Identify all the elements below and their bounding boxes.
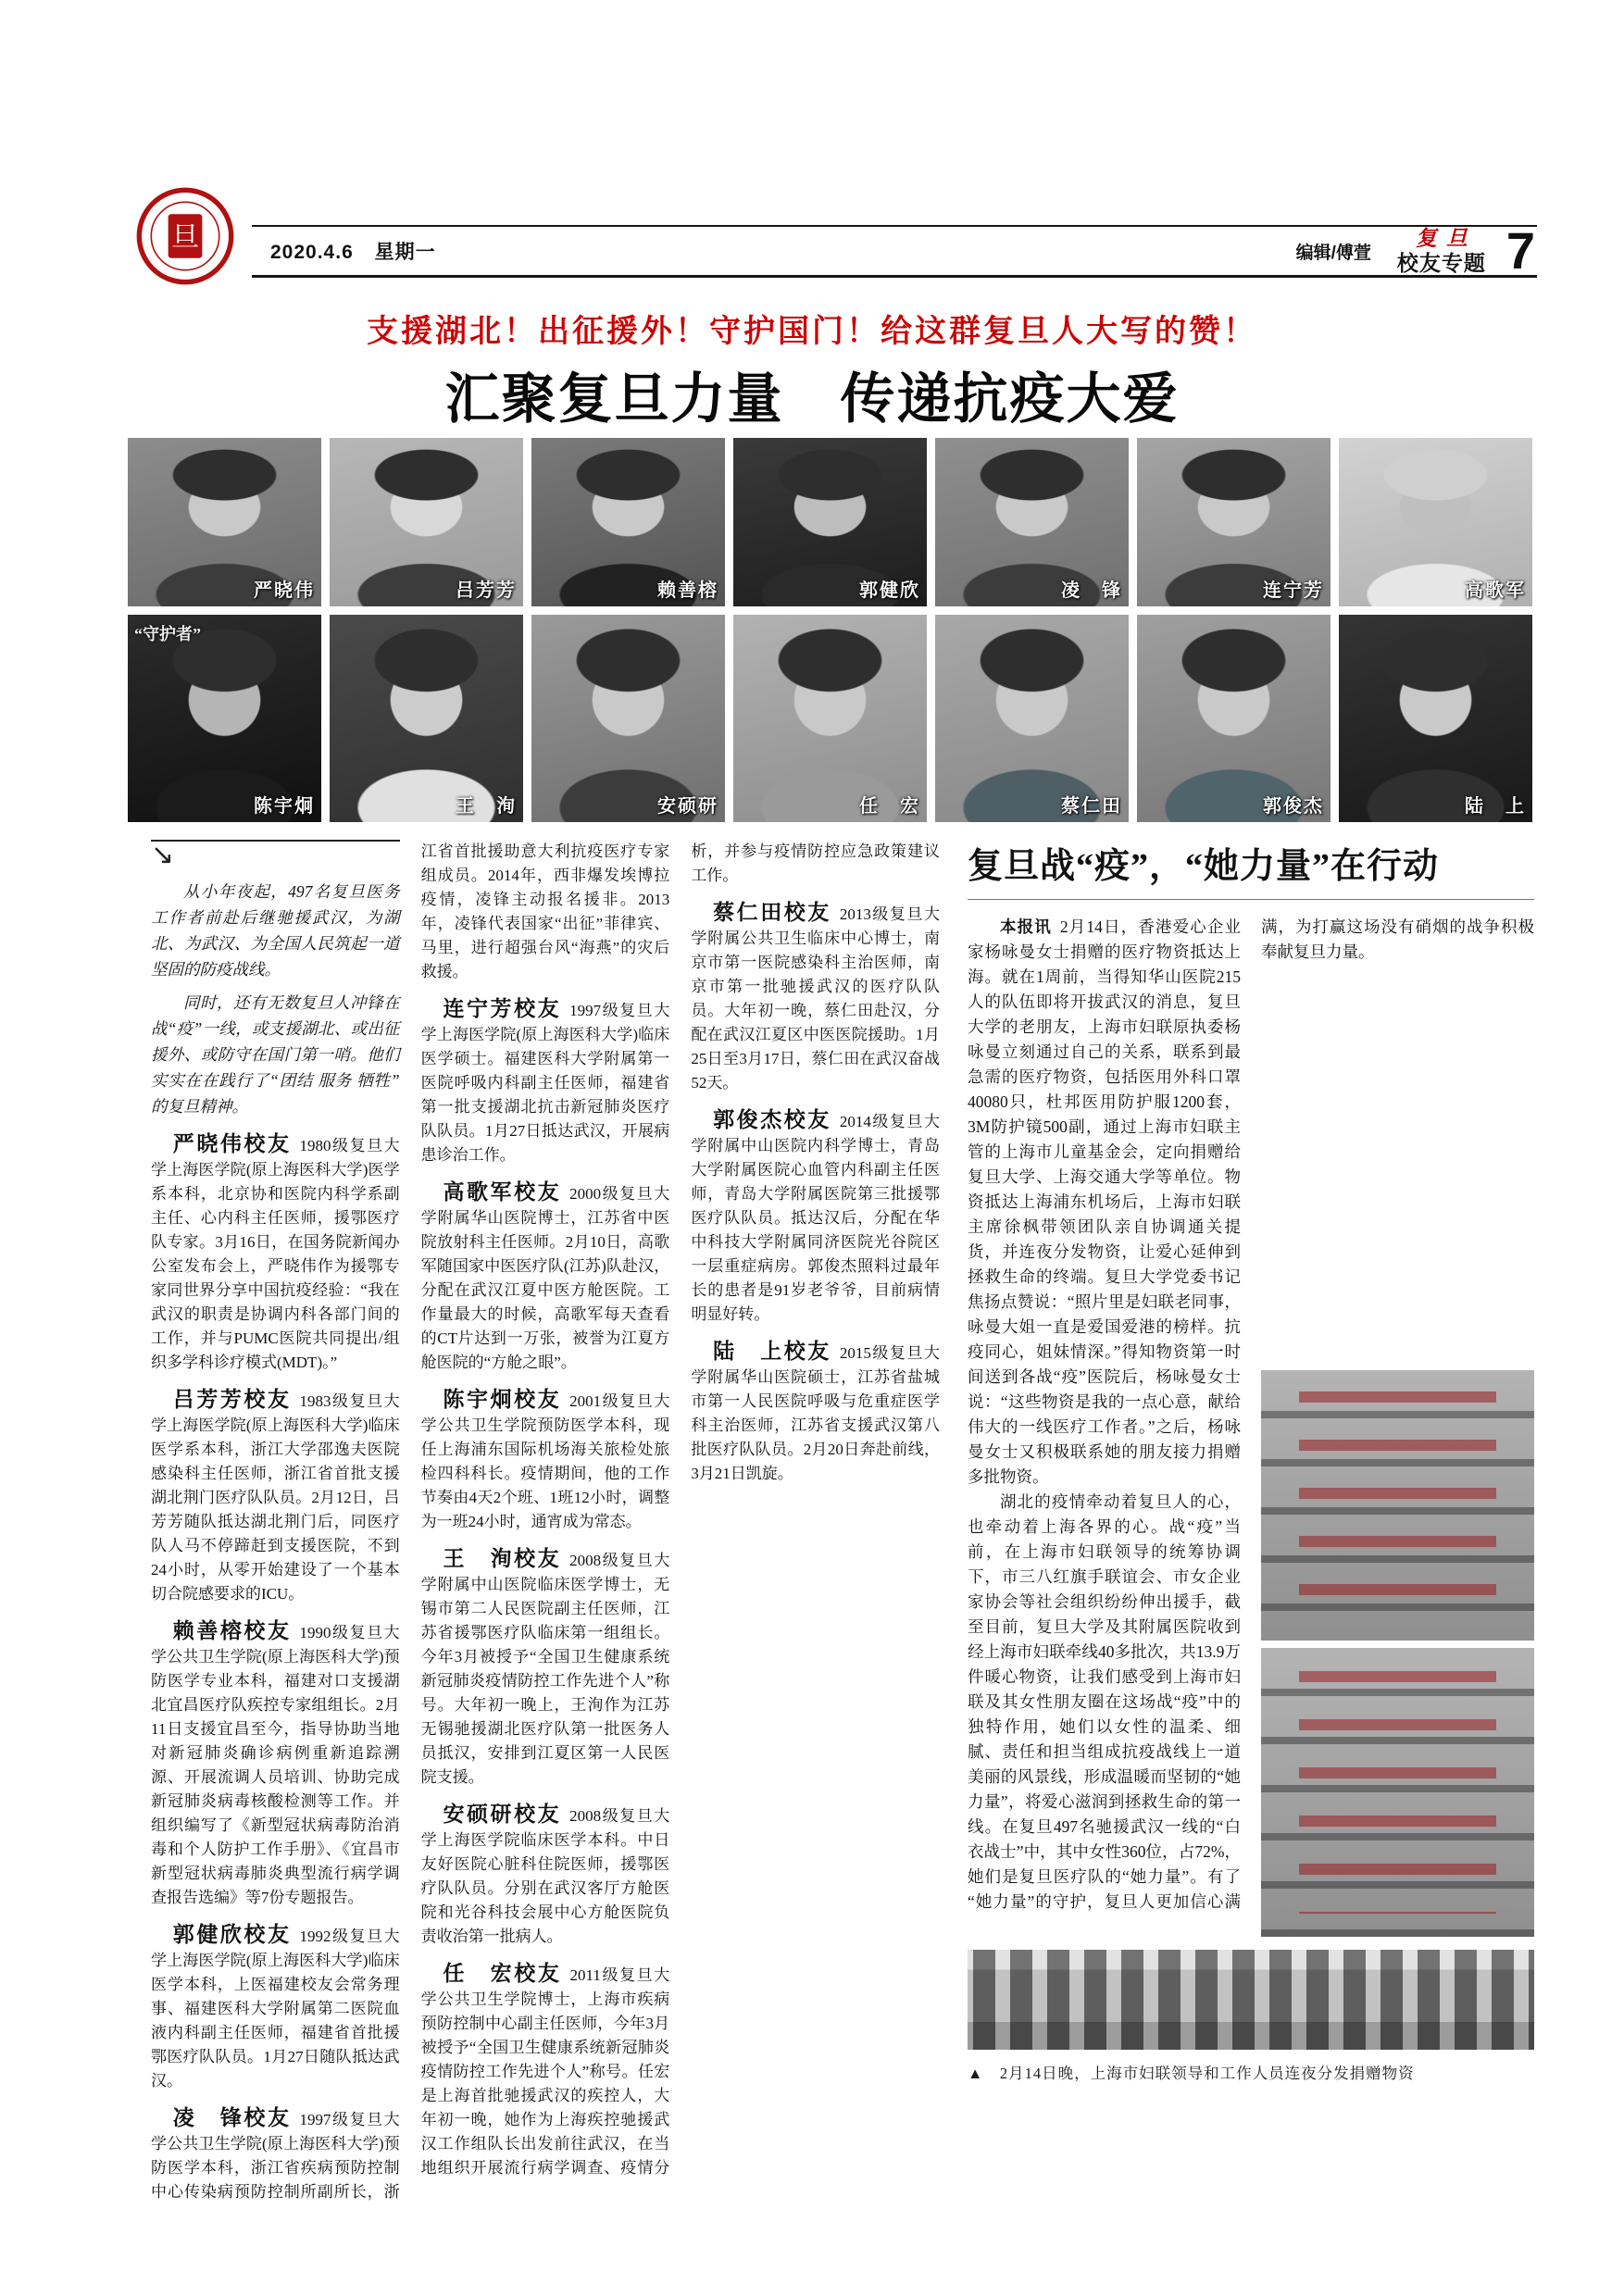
alumni-name: 蔡仁田校友 bbox=[713, 900, 831, 924]
intro-divider bbox=[151, 840, 400, 871]
photo-caption: ▲ 2月14日晚，上海市妇联领导和工作人员连夜分发捐赠物资 bbox=[968, 2064, 1415, 2082]
alumni-name: 陈宇炯校友 bbox=[443, 1387, 562, 1411]
she-power-article bbox=[968, 847, 1534, 2083]
alumni-bio bbox=[691, 902, 940, 1095]
alumni-bio-text: 2001级复旦大学公共卫生学院预防医学本科，现任上海浦东国际机场海关旅检处旅检四科科长。疫情期间，他的工作节奏由4天2个班、1班12小时，调整为一班24小时，通宵成为常态。 bbox=[420, 1392, 670, 1530]
group-photo bbox=[968, 1950, 1534, 2050]
alumni-name: 吕芳芳校友 bbox=[172, 1387, 292, 1411]
article-paragraph-2: 湖北的疫情牵动着复旦人的心，也牵动着上海各界的心。战“疫”当前，在上海市妇联领导的统筹协调下，市三八红旗手联谊会、市女企业家协会等社会组织纷纷伸出援手，截至目前，复旦大学及其附属医院收到经上海市妇联牵线40多批次，共13.9万件暖心物资，让我们感受到上海市妇联及其女性朋友圈在这场战“疫”中的独特作用，她们以女性的温柔、细腻、责任和担当组成抗疫战线上一道美丽的风景线，形成温暖而坚韧的“她力量”，将爱心滋润到拯救生命的第一线。在复旦497名驰援武汉一线的“白衣战士”中，其中女性360位，占72%，她们是复旦医疗队的“她力量”。有了“她力量”的守护，复旦人更加信心满满，为打赢这场没有硝烟的战争积极奉献复旦力量。 bbox=[968, 917, 1534, 1911]
alumni-bio bbox=[421, 1181, 670, 1375]
alumni-bio-text: 2013级复旦大学附属公共卫生临床中心博士，南京市第一医院感染科主治医师，南京市第一批驰援武汉的医疗队队员。大年初一晚，蔡仁田赴汉，分配在武汉江夏区中医医院援助。1月25日至3月17日，蔡仁田在武汉奋战52天。 bbox=[691, 905, 940, 1092]
alumni-bio-text: 2015级复旦大学附属华山医院硕士，江苏省盐城市第一人民医院呼吸与危重症医学科主治医师，江苏省支援武汉第八批医疗队队员。2月20日奔赴前线，3月21日凯旋。 bbox=[691, 1344, 940, 1482]
alumni-name: 陆 上校友 bbox=[713, 1339, 831, 1363]
section-name: 校友专题 bbox=[1396, 251, 1486, 275]
portrait-photo bbox=[1137, 615, 1330, 822]
alumni-name: 安硕研校友 bbox=[443, 1802, 562, 1826]
portrait-name-label: 高歌军 bbox=[1465, 580, 1526, 601]
alumni-bio-text: 2000级复旦大学附属华山医院博士，江苏省中医院放射科主任医师。2月10日，高歌军随国家中医医疗队(江苏)队赴汉，分配在武汉江夏中医方舱医院。工作量最大的时候，高歌军每天查看的CT片达到一万张，被誉为江夏方舱医院的“方舱之眼”。 bbox=[420, 1185, 670, 1371]
portrait-photo bbox=[733, 438, 927, 606]
alumni-name: 王 洵校友 bbox=[443, 1546, 562, 1570]
portrait-name-label: 蔡仁田 bbox=[1061, 796, 1122, 817]
portrait-row-1 bbox=[128, 438, 1532, 606]
alumni-bio bbox=[151, 1620, 400, 1910]
portrait-name-label: 吕芳芳 bbox=[456, 580, 517, 601]
alumni-name: 郭俊杰校友 bbox=[713, 1107, 831, 1131]
portrait-name-label: 赖善榕 bbox=[657, 580, 718, 601]
portrait-photo bbox=[1137, 438, 1330, 606]
fudan-logo-seal bbox=[135, 185, 235, 287]
article-paragraph-1-text: 2月14日，香港爱心企业家杨咏曼女士捐赠的医疗物资抵达上海。就在1周前，当得知华山医院215人的队伍即将开拔武汉的消息，复旦大学的老朋友，上海市妇联原执委杨咏曼立刻通过自己的关系，联系到最急需的医疗物资，包括医用外科口罩40080只，杜邦医用防护服1200套，3M防护镜500副，通过上海市妇联主管的上海市儿童基金会，定向捐赠给复旦大学、上海交通大学等单位。物资抵达上海浦东机场后，上海市妇联主席徐枫带领团队亲自协调通关提货，并连夜分发物资，让爱心延伸到拯救生命的终端。复旦大学党委书记焦扬点赞说：“照片里是妇联老同事，咏曼大姐一直是爱国爱港的榜样。抗疫同心，姐妹情深。”得知物资第一时间送到各战“疫”医院后，杨咏曼女士说：“这些物资是我的一点心意，献给伟大的一线医疗工作者。”之后，杨咏曼女士又积极联系她的朋友接力捐赠多批物资。 bbox=[968, 917, 1242, 1486]
news-lead-label: 本报讯 bbox=[1000, 917, 1052, 936]
alumni-bio-text: 1992级复旦大学上海医学院(原上海医科大学)临床医学本科，上医福建校友会常务理事、福建医科大学附属第二医院血液内科副主任医师，福建省首批援鄂医疗队队员。1月27日随队抵达武汉。 bbox=[151, 1928, 400, 2090]
masthead-title: 复旦 bbox=[1415, 227, 1477, 250]
photo-watermark-text: “守护者” bbox=[134, 625, 201, 643]
alumni-name: 任 宏校友 bbox=[443, 1961, 562, 1985]
portrait-photo bbox=[330, 438, 523, 606]
main-headline: 汇聚复旦力量 传递抗疫大爱 bbox=[444, 368, 1180, 430]
alumni-bio-text: 2011级复旦大学公共卫生学院博士，上海市疾病预防控制中心副主任医师，今年3月被授予“全国卫生健康系统新冠肺炎疫情防控工作先进个人”称号。任宏是上海首批驰援武汉的疾控人，大年初一晚，她作为上海疾控驰援武汉工作组队长出发前往武汉，在当地组织开展流行病学调查、疫情分析，并参与疫情防控应急政策建议工作。 bbox=[420, 842, 940, 2177]
portrait-photo bbox=[330, 615, 523, 822]
alumni-bio-text: 1980级复旦大学上海医学院(原上海医科大学)医学系本科，北京协和医院内科学系副主任、心内科主任医师，援鄂医疗队专家。3月16日，在国务院新闻办公室发布会上，严晓伟作为援鄂专家同世界分享中国抗疫经验：“我在武汉的职责是协调内科各部门间的工作，并与PUMC医院共同提出/组织多学科诊疗模式(MDT)。” bbox=[151, 1137, 400, 1371]
portrait-photo bbox=[128, 615, 321, 822]
weekday-text: 星期一 bbox=[374, 242, 436, 263]
alumni-name: 连宁芳校友 bbox=[443, 996, 562, 1020]
portrait-name-label: 郭俊杰 bbox=[1263, 796, 1324, 817]
alumni-bio bbox=[151, 1389, 400, 1606]
donation-boxes-photo-2 bbox=[1261, 1648, 1534, 1937]
portrait-photo bbox=[1339, 615, 1532, 822]
header-row bbox=[270, 221, 1535, 280]
alumni-bio-text: 2008级复旦大学上海医学院临床医学本科。中日友好医院心脏科住院医师，援鄂医疗队队员。分别在武汉客厅方舱医院和光谷科技会展中心方舱医院负责收治第一批病人。 bbox=[420, 1807, 670, 1945]
header-rule-bottom bbox=[252, 275, 1537, 278]
alumni-name: 凌 锋校友 bbox=[172, 2105, 292, 2129]
alumni-bio-text: 1997级复旦大学公共卫生学院(原上海医科大学)预防医学本科，浙江省疾病预防控制中心传染病预防控制所副所长，浙江省首批援助意大利抗疫医疗专家组成员。2014年，西非爆发埃博拉疫情，凌锋主动报名援非。2013年，凌锋代表国家“出征”菲律宾、马里，进行超强台风“海燕”的灾后救援。 bbox=[151, 842, 670, 2201]
portrait-name-label: 凌 锋 bbox=[1061, 580, 1122, 601]
alumni-bio bbox=[151, 1133, 400, 1375]
intro-paragraph: 同时，还有无数复旦人冲锋在战“疫”一线，或支援湖北、或出征援外、或防守在国门第一哨。他们实实在在践行了“团结 服务 牺牲”的复旦精神。 bbox=[151, 993, 400, 1116]
kicker-headline: 支援湖北！出征援外！守护国门！给这群复旦人大写的赞！ bbox=[367, 314, 1257, 349]
editor-credit: 编辑/傅萱 bbox=[1295, 243, 1371, 263]
alumni-name: 赖善榕校友 bbox=[172, 1618, 292, 1642]
portrait-photo bbox=[935, 438, 1129, 606]
article-paragraph-1 bbox=[968, 915, 1241, 1490]
alumni-bio bbox=[421, 1803, 670, 1949]
page-number: 7 bbox=[1505, 221, 1535, 280]
intro-arrow-icon: ↘ bbox=[151, 840, 175, 871]
portrait-name-label: 任 宏 bbox=[859, 796, 920, 817]
portrait-name-label: 连宁芳 bbox=[1263, 580, 1324, 601]
portrait-photo bbox=[531, 615, 725, 822]
portrait-name-label: 郭健欣 bbox=[859, 580, 920, 601]
alumni-bio-text: 2008级复旦大学附属中山医院临床医学博士，无锡市第二人民医院副主任医师，江苏省援鄂医疗队临床第一组组长。今年3月被授予“全国卫生健康系统新冠肺炎疫情防控工作先进个人”称号。大年初一晚上，王洵作为江苏无锡驰援湖北医疗队第一批医务人员抵汉，安排到江夏区第一人民医院支援。 bbox=[420, 1552, 670, 1786]
portrait-photo bbox=[531, 438, 725, 606]
alumni-bio bbox=[421, 1548, 670, 1790]
intro-paragraph: 从小年夜起，497名复旦医务工作者前赴后继驰援武汉，为湖北、为武汉、为全国人民筑起一道坚固的防疫战线。 bbox=[151, 882, 400, 979]
alumni-bio-text: 1997级复旦大学上海医学院(原上海医科大学)临床医学硕士。福建医科大学附属第一医院呼吸内科副主任医师，福建省第一批支援湖北抗击新冠肺炎医疗队队员。1月27日抵达武汉，开展病患诊治工作。 bbox=[420, 1002, 670, 1164]
alumni-bio bbox=[151, 1924, 400, 2093]
alumni-bio-text: 2014级复旦大学附属中山医院内科学博士，青岛大学附属医院心血管内科副主任医师，青岛大学附属医院第三批援鄂医疗队队员。抵达汉后，分配在华中科技大学附属同济医院光谷院区一层重症病房。郭俊杰照料过最年长的患者是91岁老爷爷，目前病情明显好转。 bbox=[691, 1113, 940, 1323]
article-title-rule bbox=[968, 899, 1534, 900]
alumni-bio bbox=[421, 998, 670, 1167]
portrait-name-label: 安硕研 bbox=[657, 796, 718, 817]
portrait-photo bbox=[935, 615, 1129, 822]
donation-boxes-photo-1 bbox=[1261, 1370, 1534, 1641]
portrait-name-label: 陈宇炯 bbox=[254, 796, 315, 817]
article-title: 复旦战“疫”，“她力量”在行动 bbox=[968, 847, 1440, 886]
logo-glyph: 旦 bbox=[170, 220, 200, 253]
header-rule-top bbox=[252, 225, 1537, 227]
portrait-name-label: 严晓伟 bbox=[254, 580, 315, 601]
alumni-article bbox=[151, 840, 940, 2217]
date-text bbox=[270, 237, 436, 265]
portrait-name-label: 陆 上 bbox=[1465, 796, 1526, 817]
alumni-name: 高歌军校友 bbox=[443, 1179, 562, 1204]
issue-date: 2020.4.6 bbox=[270, 242, 354, 263]
portrait-photo bbox=[1339, 438, 1532, 606]
alumni-bio bbox=[691, 1109, 940, 1327]
portrait-photo bbox=[733, 615, 927, 822]
alumni-bio-text: 1983级复旦大学上海医学院(原上海医科大学)临床医学系本科，浙江大学邵逸夫医院感染科主任医师，浙江省首批支援湖北荆门医疗队队员。2月12日，吕芳芳随队抵达湖北荆门后，同医疗队人马不停蹄赶到支援医院，不到24小时，从零开始建设了一个基本切合院感要求的ICU。 bbox=[151, 1392, 400, 1603]
alumni-name: 郭健欣校友 bbox=[172, 1922, 292, 1946]
alumni-bio bbox=[691, 1341, 940, 1486]
alumni-bio-text: 1990级复旦大学公共卫生学院(原上海医科大学)预防医学专业本科，福建对口支援湖北宜昌医疗队疾控专家组组长。2月11日支援宜昌至今，指导协助当地对新冠肺炎确诊病例重新追踪溯源、开展流调人员培训、协助完成新冠肺炎病毒核酸检测等工作。并组织编写了《新型冠状病毒防治消毒和个人防护工作手册》、《宜昌市新型冠状病毒肺炎典型流行病学调查报告选编》等7份专题报告。 bbox=[151, 1624, 400, 1906]
donation-photos-column bbox=[1261, 1370, 1534, 1937]
portrait-row-2 bbox=[128, 615, 1532, 822]
masthead bbox=[1397, 228, 1486, 274]
portrait-name-label: 王 洵 bbox=[456, 796, 517, 817]
alumni-bio bbox=[421, 1389, 670, 1534]
portrait-photo bbox=[128, 438, 321, 606]
alumni-name: 严晓伟校友 bbox=[172, 1131, 292, 1155]
